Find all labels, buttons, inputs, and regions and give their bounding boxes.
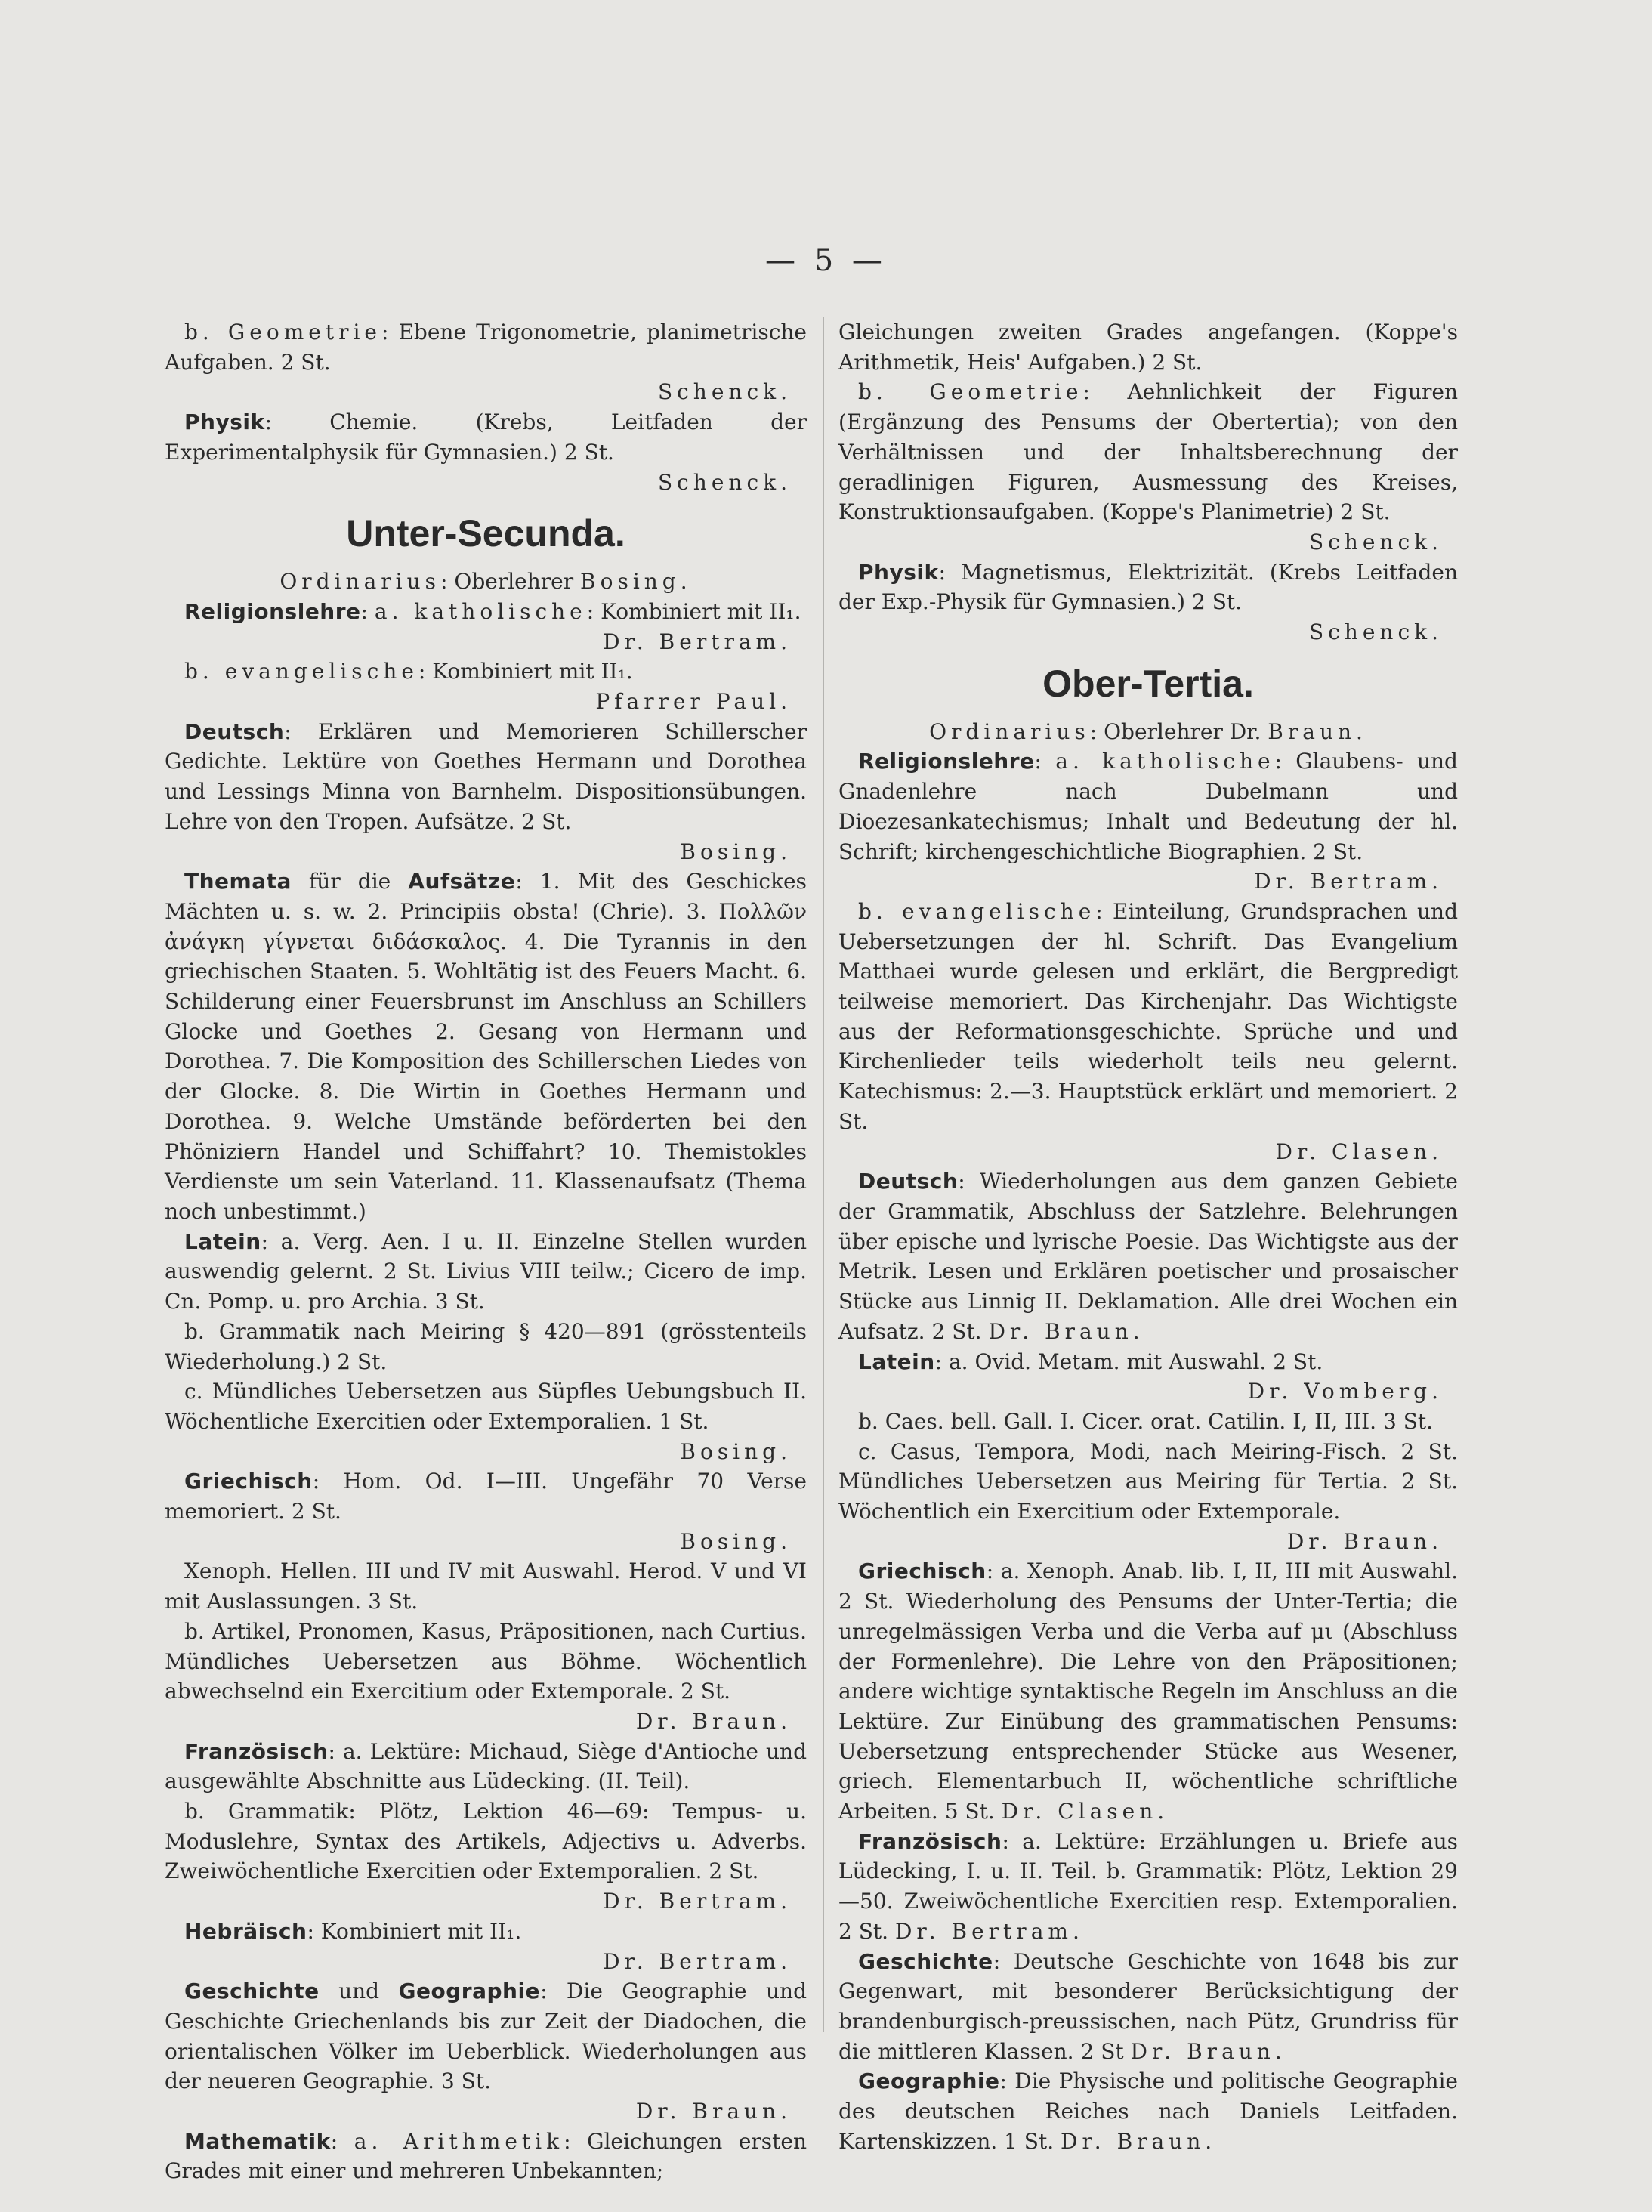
latein-teacher: Dr. Braun. [1286, 1528, 1443, 1554]
latein-b: b. Grammatik nach Meiring § 420—891 (grösstenteils Wiederholung.) 2 St. [165, 1318, 807, 1374]
geometrie-teacher: Schenck. [1308, 529, 1443, 555]
franz-b: b. Grammatik: Plötz, Lektion 46—69: Tempus- u. Moduslehre, Syntax des Artikels, Adjectivs u. Adverbs. Zweiwöchentliche Exercitien oder Extemporalien. 2 St. [165, 1799, 807, 1884]
franz-teacher: Dr. Bertram. [603, 1889, 792, 1914]
griechisch-teacher: Dr. Braun. [635, 1708, 792, 1734]
deutsch-label: Deutsch [184, 718, 285, 744]
ordinarius-text: : Oberlehrer [440, 569, 574, 595]
latein-a: : a. Verg. Aen. I u. II. Einzelne Stellen wurden auswendig gelernt. 2 St. Livius VIII teilw.; Cicero de imp. Cn. Pomp. u. pro Archia. 3 St. [165, 1228, 807, 1315]
religion-label: Religionslehre [858, 749, 1035, 774]
geometrie-entry [165, 317, 807, 377]
math-a-label: a. Arithmetik [354, 2128, 564, 2154]
latein-c: c. Mündliches Uebersetzen aus Süpfles Uebungsbuch II. Wöchentliche Exercitien oder Extemporalien. 1 St. [165, 1379, 807, 1434]
physik-entry [165, 407, 807, 467]
franz-entry [838, 1827, 1458, 1947]
franz-teacher: Dr. Bertram. [894, 1918, 1084, 1944]
religion-b-entry [165, 656, 807, 687]
gesch-entry [165, 1976, 807, 2096]
griechisch-entry [838, 1556, 1458, 1826]
latein-entry [838, 1347, 1458, 1377]
geog-entry [838, 2066, 1458, 2156]
religion-b-text: : Kombiniert mit II₁. [418, 659, 633, 684]
griechisch-text: : a. Xenoph. Anab. lib. I, II, III mit Auswahl. 2 St. Wiederholung des Pensums der Unter-Tertia; die unregelmässigen Verba und die Verba auf μι (Abschluss der Formenlehre). Die Lehre von den Präpositionen; andere wichtige syntaktische Regeln im Anschluss an die Lektüre. Zur Einübung des grammatischen Pensums: Uebersetzung entsprechender Stücke aus Wesener, griech. Elementarbuch II, wöchentliche schriftliche Arbeiten. 5 St. [838, 1559, 1458, 1824]
latein-label: Latein [184, 1228, 261, 1254]
geometrie-text: : Ebene Trigonometrie, planimetrische Aufgaben. 2 St. [165, 320, 807, 375]
math-label: Mathematik [184, 2128, 331, 2154]
themata-text: : 1. Mit des Geschickes Mächten u. s. w. 2. Principiis obsta! (Chrie). 3. Πολλῶν ἀνάγκη γίγνεται διδάσκαλος. 4. Die Tyrannis in den griechischen Staaten. 5. Wohltätig ist des Feuers Macht. 6. Schilderung einer Feuersbrunst im Anschluss an Schillers Glocke und Goethes 2. Gesang von Hermann und Dorothea. 7. Die Komposition des Schillerschen Liedes von der Glocke. 8. Die Wirtin in Goethes Hermann und Dorothea. 9. Welche Umstände beförderten bei den Phöniziern Handel und Schiffahrt? 10. Themistokles Verdienste um sein Vaterland. 11. Klassenaufsatz (Thema noch unbestimmt.) [165, 869, 807, 1224]
right-column [838, 317, 1458, 2156]
griechisch-a: : Hom. Od. I—III. Ungefähr 70 Verse memoriert. 2 St. [165, 1469, 807, 1525]
deutsch-entry [838, 1166, 1458, 1346]
deutsch-teacher: Dr. Braun. [988, 1318, 1144, 1344]
franz-label: Französisch [858, 1828, 1002, 1854]
latein-entry [165, 1227, 807, 1317]
deutsch-label: Deutsch [858, 1169, 959, 1194]
griechisch-label: Griechisch [858, 1559, 987, 1584]
gesch-label: Geschichte [858, 1948, 993, 1974]
religion-a-teacher: Dr. Bertram. [603, 629, 792, 654]
geometrie-text: : Aehnlichkeit der Figuren (Ergänzung des Pensums der Obertertia); von den Verhältnissen und der Inhaltsberechnung der geradlinigen Figuren, Ausmessung des Kreises, Konstruktionsaufgaben. (Koppe's Planimetrie) 2 St. [838, 379, 1458, 525]
latein-a: : a. Ovid. Metam. mit Auswahl. 2 St. [934, 1349, 1323, 1374]
geometrie-label: b. Geometrie [184, 320, 381, 344]
latein-c: c. Casus, Tempora, Modi, nach Meiring-Fisch. 2 St. Mündliches Uebersetzen aus Meiring für Tertia. 2 St. Wöchentlich ein Exercitium oder Extemporale. [838, 1438, 1458, 1525]
religion-label: Religionslehre [184, 598, 361, 624]
geog-label: Geographie [398, 1979, 541, 2004]
griechisch-teacher: Dr. Clasen. [1001, 1799, 1169, 1824]
griechisch-label: Griechisch [184, 1469, 313, 1494]
latein-b: b. Caes. bell. Gall. I. Cicer. orat. Catilin. I, II, III. 3 St. [858, 1408, 1434, 1434]
geometrie-teacher: Schenck. [657, 379, 792, 405]
gesch-entry [838, 1947, 1458, 2067]
griechisch-a-teacher: Bosing. [680, 1528, 792, 1554]
gesch-label: Geschichte [184, 1979, 320, 2004]
physik-teacher: Schenck. [657, 469, 792, 495]
geog-text: : Die Physische und politische Geographie des deutschen Reiches nach Daniels Leitfaden. Kartenskizzen. 1 St. [838, 2068, 1458, 2154]
ordinarius-label: Ordinarius [929, 718, 1090, 744]
physik-teacher: Schenck. [1308, 619, 1443, 645]
griechisch-xenoph: Xenoph. Hellen. III und IV mit Auswahl. Herod. V und VI mit Auslassungen. 3 St. [165, 1559, 807, 1614]
physik-text: : Magnetismus, Elektrizität. (Krebs Leitfaden der Exp.-Physik für Gymnasien.) 2 St. [838, 559, 1458, 615]
section-title-unter-secunda: Unter-Secunda. [346, 512, 625, 555]
geometrie-label: b. Geometrie [858, 379, 1083, 405]
physik-entry [838, 558, 1458, 617]
religion-a-label: a. katholische [374, 598, 587, 624]
geog-teacher: Dr. Braun. [1061, 2128, 1217, 2154]
religion-entry: Religionslehre: a. katholische: Kombiniert mit II₁. [184, 598, 801, 624]
section-title-ober-tertia: Ober-Tertia. [1042, 662, 1254, 705]
religion-b-teacher: Dr. Clasen. [1275, 1138, 1443, 1164]
hebr-entry [165, 1917, 807, 1947]
gesch-text: : Die Geographie und Geschichte Griechenlands bis zur Zeit der Diadochen, die orientalischen Völker im Ueberblick. Wiederholungen aus der neueren Geographie. 3 St. [165, 1979, 807, 2094]
page-number: — 5 — [765, 243, 887, 278]
physik-label: Physik [858, 559, 939, 585]
themata-label: Themata [184, 869, 292, 894]
religion-a-text: : Glaubens- und Gnadenlehre nach Dubelmann und Dioezesankatechismus; Inhalt und Bedeutung der hl. Schrift; kirchengeschichtliche Biographien. 2 St. [838, 749, 1458, 864]
ordinarius-name: Braun. [1268, 718, 1367, 744]
religion-b-label: b. evangelische [858, 898, 1096, 924]
religion-b-label: b. evangelische [184, 659, 418, 684]
geog-label: Geographie [858, 2068, 1000, 2094]
religion-b-teacher: Pfarrer Paul. [595, 689, 792, 715]
deutsch-text: : Wiederholungen aus dem ganzen Gebiete der Grammatik, Abschluss der Satzlehre. Belehrungen über epische und lyrische Poesie. Das Wichtigste aus der Metrik. Lesen und Erklären poetischer und prosaischer Stücke aus Linnig II. Deklamation. Alle drei Wochen ein Aufsatz. 2 St. [838, 1169, 1458, 1344]
hebr-label: Hebräisch [184, 1918, 307, 1944]
religion-b-entry [838, 897, 1458, 1137]
math-continuation: Gleichungen zweiten Grades angefangen. (Koppe's Arithmetik, Heis' Aufgaben.) 2 St. [838, 320, 1458, 375]
gesch-teacher: Dr. Braun. [1130, 2038, 1286, 2064]
latein-a-teacher: Dr. Vomberg. [1247, 1379, 1443, 1404]
ordinarius-name: Bosing. [580, 569, 692, 595]
column-divider [823, 317, 824, 2032]
ordinarius-line [165, 567, 807, 597]
geometrie-entry [838, 377, 1458, 527]
franz-label: Französisch [184, 1738, 329, 1764]
religion-b-text: : Einteilung, Grundsprachen und Uebersetzungen der hl. Schrift. Das Evangelium Matthaei wurde gelesen und erklärt, die Bergpredigt teilweise memoriert. Das Kirchenjahr. Das Wichtigste aus der Reformationsgeschichte. Sprüche und und Kirchenlieder teils wiederholt teils neu gelernt. Katechismus: 2.—3. Hauptstück erklärt und memoriert. 2 St. [838, 898, 1459, 1134]
aufsaetze-label: Aufsätze [408, 869, 516, 894]
deutsch-entry [165, 717, 807, 837]
themata-mid: für die [291, 869, 409, 894]
griechisch-b: b. Artikel, Pronomen, Kasus, Präpositionen, nach Curtius. Mündliches Uebersetzen aus Böhme. Wöchentlich abwechselnd ein Exercitium oder Extemporale. 2 St. [165, 1618, 807, 1704]
ordinarius-label: Ordinarius [279, 569, 441, 595]
gesch-text: : Deutsche Geschichte von 1648 bis zur Gegenwart, mit besonderer Berücksichtigung der brandenburgisch-preussischen, nach Pütz, Grundriss für die mittleren Klassen. 2 St [838, 1948, 1458, 2064]
deutsch-teacher: Bosing. [680, 839, 792, 864]
religion-a-label: a. katholische [1055, 749, 1275, 774]
ordinarius-line [838, 717, 1458, 747]
religion-a-teacher: Dr. Bertram. [1254, 869, 1443, 894]
religion-a-text: : Kombiniert mit II₁. [586, 598, 801, 624]
franz-a: : a. Lektüre: Michaud, Siège d'Antioche und ausgewählte Abschnitte aus Lüdecking. (II. Teil). [165, 1738, 807, 1794]
gesch-teacher: Dr. Braun. [635, 2099, 792, 2124]
religion-entry: Religionslehre: a. katholische: Glaubens- und Gnadenlehre nach Dubelmann und Dioezesankatechismus; Inhalt und Bedeutung der hl. Schrift; kirchengeschichtliche Biographien. 2 St. [838, 749, 1458, 864]
gesch-und: und [319, 1979, 399, 2004]
math-entry: Mathematik: a. Arithmetik: Gleichungen ersten Grades mit einer und mehreren Unbekannten; [165, 2128, 807, 2184]
hebr-text: : Kombiniert mit II₁. [307, 1918, 522, 1944]
latein-teacher: Bosing. [680, 1438, 792, 1464]
latein-label: Latein [858, 1349, 935, 1374]
themata-entry [165, 867, 807, 1226]
franz-entry [165, 1737, 807, 1796]
physik-text: : Chemie. (Krebs, Leitfaden der Experimentalphysik für Gymnasien.) 2 St. [165, 409, 807, 465]
deutsch-text: : Erklären und Memorieren Schillerscher Gedichte. Lektüre von Goethes Hermann und Dorothea und Lessings Minna von Barnhelm. Dispositionsübungen. Lehre von den Tropen. Aufsätze. 2 St. [165, 718, 807, 834]
griechisch-entry [165, 1466, 807, 1526]
physik-label: Physik [184, 409, 265, 435]
ordinarius-text: : Oberlehrer Dr. [1089, 718, 1261, 744]
left-column [165, 317, 807, 2186]
hebr-teacher: Dr. Bertram. [603, 1948, 792, 1974]
franz-text: : a. Lektüre: Erzählungen u. Briefe aus Lüdecking, I. u. II. Teil. b. Grammatik: Plötz, Lektion 29—50. Zweiwöchentliche Exercitien resp. Extemporalien. 2 St. [838, 1828, 1458, 1944]
math-text: : Gleichungen ersten Grades mit einer und mehreren Unbekannten; [165, 2128, 807, 2184]
